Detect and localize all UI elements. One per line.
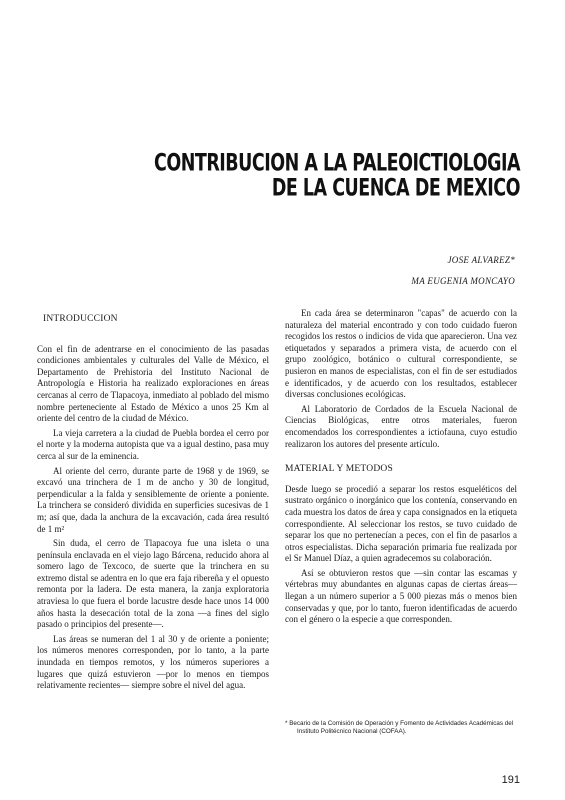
paragraph: Al oriente del cerro, durante parte de 1968 y de 1969, se excavó una trinchera de 1 m de ancho y 30 de longitud, perpendicular a la falda y sensiblemente de oriente a poniente. La trinchera se consideró dividida en superficies sucesivas de 1 m; así que, dada la anchura de la excavación, cada área resultó de 1 m² bbox=[37, 465, 269, 534]
right-column bbox=[285, 308, 517, 629]
author-2: MA EUGENIA MONCAYO bbox=[411, 276, 515, 286]
paragraph: Las áreas se numeran del 1 al 30 y de oriente a poniente; los números menores corresponden, por lo tanto, a la parte inundada en tiempos remotos, y los números superiores a lugares que quizá estuvieron —por lo menos en tiempos relativamente recientes— siempre sobre el nivel del agua. bbox=[37, 633, 269, 691]
left-column bbox=[37, 308, 269, 695]
paragraph: Con el fin de adentrarse en el conocimiento de las pasadas condiciones ambientales y culturales del Valle de México, el Departamento de Prehistoria del Instituto Nacional de Antropología e Historia ha realizado exploraciones en áreas cercanas al cerro de Tlapacoya, inmediato al poblado del mismo nombre perteneciente al Estado de México a unos 25 Km al oriente del centro de la ciudad de México. bbox=[37, 343, 269, 424]
paragraph: Al Laboratorio de Cordados de la Escuela Nacional de Ciencias Biológicas, entre otros materiales, fueron encomendados los correspondientes a ictiofauna, cuyo estudio realizaron los autores del presente artículo. bbox=[285, 403, 517, 449]
article-title-line-1: CONTRIBUCION A LA PALEOICTIOLOGIA bbox=[154, 150, 520, 177]
section-heading-material-y-metodos: MATERIAL Y METODOS bbox=[285, 464, 393, 475]
page-number: 191 bbox=[501, 774, 520, 786]
footnote: * Becario de la Comisión de Operación y Fomento de Actividades Académicas del Instituto Politécnico Nacional (COFAA). bbox=[285, 720, 514, 735]
author-1: JOSE ALVAREZ* bbox=[447, 255, 515, 265]
paragraph: La vieja carretera a la ciudad de Puebla bordea el cerro por el norte y la moderna autopista que va a igual destino, pasa muy cerca al sur de la eminencia. bbox=[37, 427, 269, 461]
section-heading-introduccion: INTRODUCCION bbox=[43, 314, 118, 324]
paragraph: En cada área se determinaron "capas" de acuerdo con la naturaleza del material encontrado y con todo cuidado fueron recogidos los restos o indicios de vida que aparecieron. Una vez etiquetados y separados a primera vista, de acuerdo con el grupo zoológico, botánico o cultural correspondiente, se pusieron en manos de especialistas, con el fin de ser estudiados e identificados, y de acuerdo con los resultados, establecer diversas conclusiones ecológicas. bbox=[285, 308, 517, 400]
paragraph: Desde luego se procedió a separar los restos esqueléticos del sustrato orgánico o inorgánico que los contenía, conservando en cada muestra los datos de área y capa consignados en la etiqueta correspondiente. Al seleccionar los restos, se tuvo cuidado de separar los que no pertenecían a peces, con el fin de pasarlos a otros especialistas. Dicha separación primaria fue realizada por el Sr Manuel Díaz, a quien agradecemos su colaboración. bbox=[285, 483, 517, 564]
paragraph: Así se obtuvieron restos que —sin contar las escamas y vértebras muy abundantes en algunas capas de ciertas áreas— llegan a un número superior a 5 000 piezas más o menos bien conservadas y que, por lo tanto, fueron identificadas de acuerdo con el género o la especie a que corresponden. bbox=[285, 567, 517, 625]
article-title-line-2: DE LA CUENCA DE MEXICO bbox=[271, 175, 520, 202]
paragraph: Sin duda, el cerro de Tlapacoya fue una isleta o una península enclavada en el viejo lago Bárcena, reducido ahora al somero lago de Texcoco, de suerte que la trinchera en su extremo distal se adentra en lo que era faja ribereña y el opuesto remonta por la ladera. De esta manera, la zanja exploratoria atraviesa lo que fuera el borde lacustre desde hace unos 14 000 años hasta la desecación total de la zona —a fines del siglo pasado o principios del presente—. bbox=[37, 538, 269, 630]
